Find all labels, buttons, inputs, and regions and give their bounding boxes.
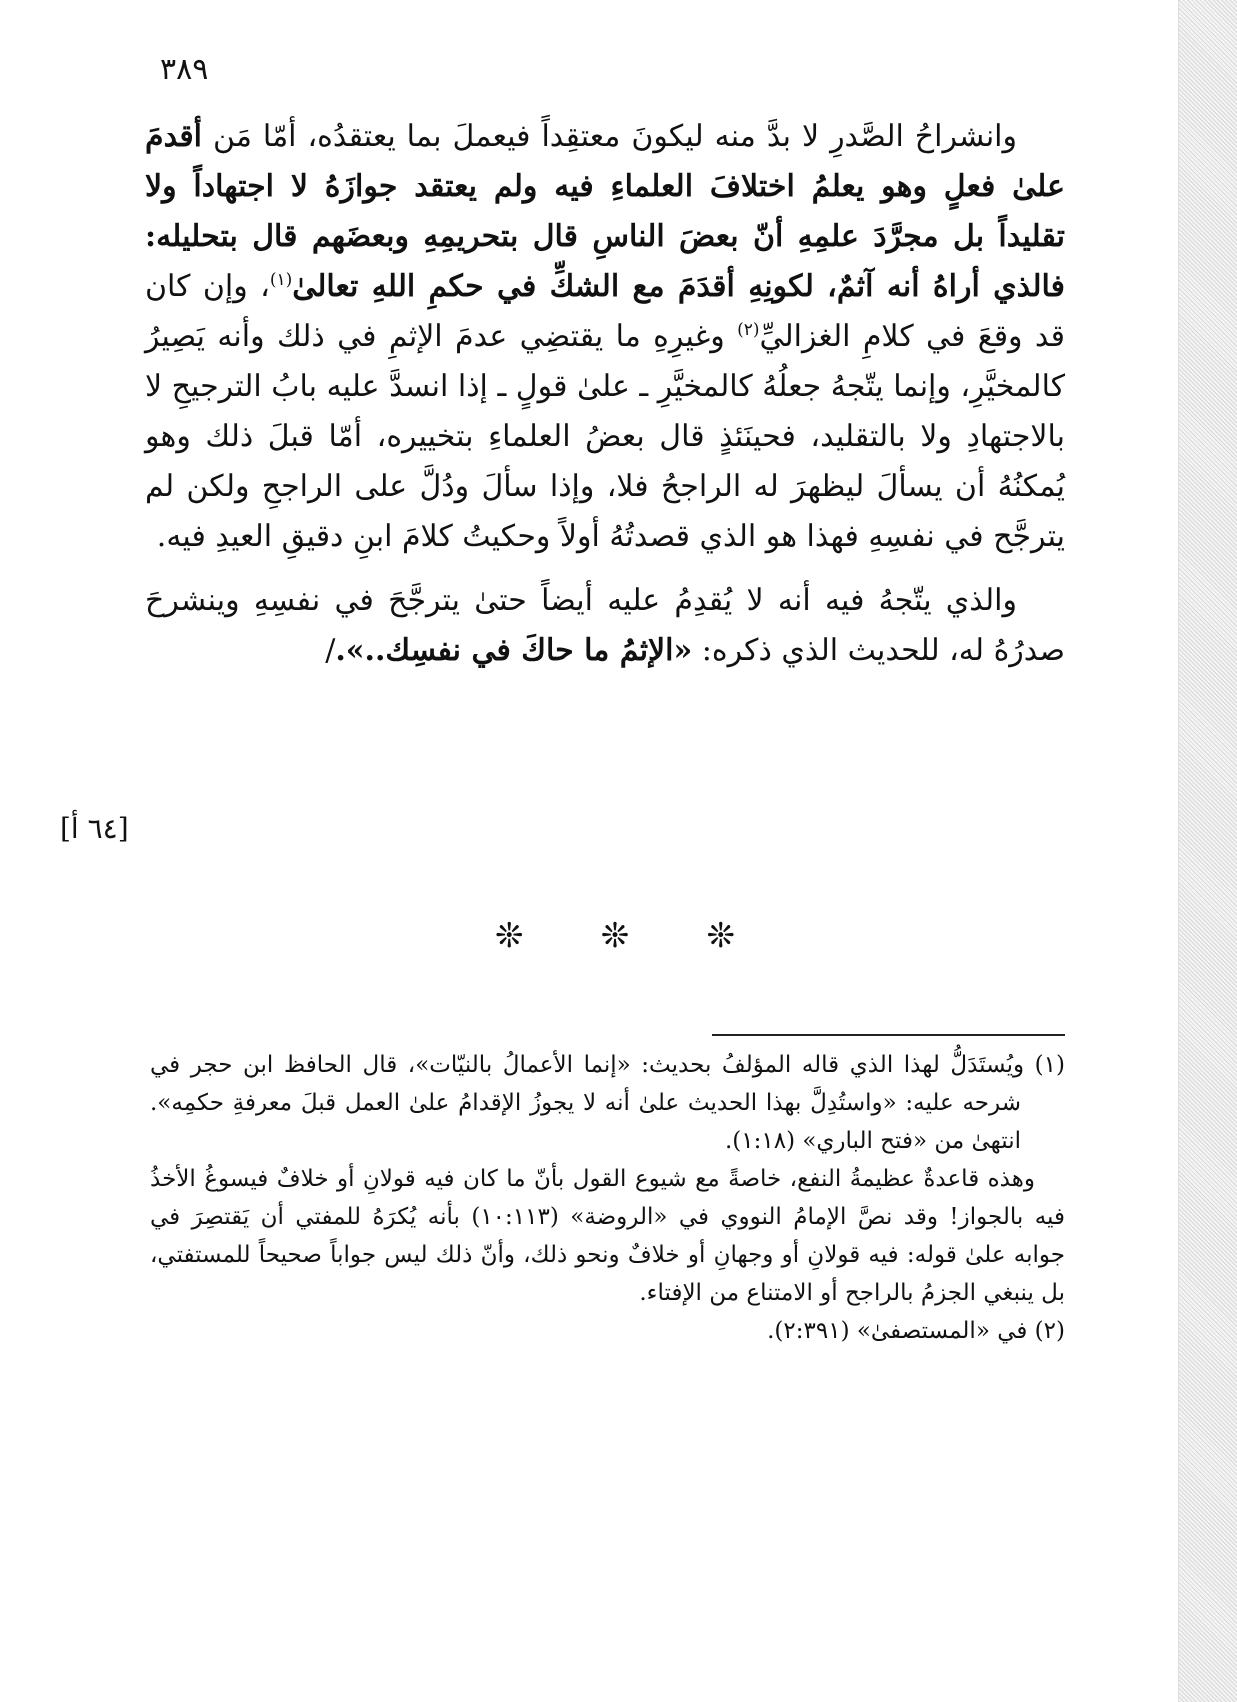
footnote-1-continuation: وهذه قاعدةٌ عظيمةُ النفع، خاصةً مع شيوع القول بأنّ ما كان فيه قولانِ أو خلافٌ فيسوغُ الأخذُ فيه بالجواز! وقد نصَّ الإمامُ النووي في «الروضة» (١٠:١١٣) بأنه يُكرَهُ للمفتي أن يَقتصِرَ في جوابه علىٰ قوله: فيه قولانِ أو وجهانِ أو خلافٌ ونحو ذلك، وأنّ ذلك ليس جواباً صحيحاً للمستفتي، بل ينبغي الجزمُ بالراجح أو الامتناع من الإفتاء. <box>150 1166 1065 1306</box>
footnote-ref-2[interactable]: (٢) <box>737 320 760 340</box>
footnote-ref-1[interactable]: (١) <box>269 270 293 290</box>
hadith-quote: «الإثمُ ما حاكَ في نفسِك..». <box>335 633 693 668</box>
page-number: ٣٨٩ <box>160 52 209 87</box>
footnote-1: (١) ويُستَدَلُّ لهذا الذي قاله المؤلفُ بحديث: «إنما الأعمالُ بالنيّات»، قال الحافظ ابن حجر في شرحه عليه: «واستُدِلَّ بهذا الحديث علىٰ أنه لا يجوزُ الإقدامُ علىٰ العمل قبلَ معرفةِ حكمِه». انتهىٰ من «فتح الباري» (١:١٨). <box>150 1052 1065 1154</box>
paragraph-1-bold: أقدمَ علىٰ فعلٍ وهو يعلمُ اختلافَ العلماءِ فيه ولم يعتقد جوازَهُ لا اجتهاداً ولا تقليداً بل مجرَّدَ علمِهِ أنّ بعضَ الناسِ قال بتحريمِهِ وبعضَهم قال بتحليله: فالذي أراهُ أنه آثمٌ، لكونِهِ أقدَمَ مع الشكِّ في حكمِ اللهِ تعالىٰ <box>145 119 1065 304</box>
footnotes <box>150 1046 1065 1350</box>
manuscript-folio-marker: [٦٤ أ] <box>60 812 129 845</box>
asterism-icon: ❊ <box>495 916 524 956</box>
paragraph-1-rest: وغيرِهِ ما يقتضِي عدمَ الإثمِ في ذلك وأنه يَصِيرُ كالمخيَّرِ، وإنما يتّجهُ جعلُهُ كالمخيَّرِ ـ علىٰ قولٍ ـ إذا انسدَّ عليه بابُ الترجيحِ لا بالاجتهادِ ولا بالتقليد، فحينَئذٍ قال بعضُ العلماءِ بتخييره، أمّا قبلَ ذلك وهو يُمكنُهُ أن يسألَ ليظهرَ له الراجحُ فلا، وإذا سألَ ودُلَّ على الراجحِ ولكن لم يترجَّح في نفسِهِ فهذا هو الذي قصدتُهُ أولاً وحكيتُ كلامَ ابنِ دقيقِ العيدِ فيه. <box>145 319 1065 554</box>
asterism-icon: ❊ <box>600 916 630 956</box>
paragraph-1-middle: ، وإن كان قد وقعَ في كلامِ الغزاليِّ <box>145 269 1065 354</box>
paragraph-1-intro: وانشراحُ الصَّدرِ لا بدَّ منه ليكونَ معتقِداً فيعملَ بما يعتقدُه، أمّا مَن <box>202 119 1017 154</box>
main-text <box>145 112 1065 676</box>
paragraph-1 <box>145 112 1065 562</box>
footnote-2: (٢) في «المستصفىٰ» (٢:٣٩١). <box>767 1318 1065 1344</box>
manuscript-break-mark: / <box>325 633 336 668</box>
asterism-icon: ❊ <box>706 916 735 956</box>
section-divider <box>495 916 735 956</box>
scanned-page-edge <box>1178 0 1237 1702</box>
footnote-separator <box>712 1034 1065 1036</box>
paragraph-2 <box>145 576 1065 676</box>
paragraph-2-intro: والذي يتّجهُ فيه أنه لا يُقدِمُ عليه أيضاً حتىٰ يترجَّحَ في نفسِهِ وينشرحَ صدرُهُ له، للحديث الذي ذكره: <box>145 583 1065 668</box>
